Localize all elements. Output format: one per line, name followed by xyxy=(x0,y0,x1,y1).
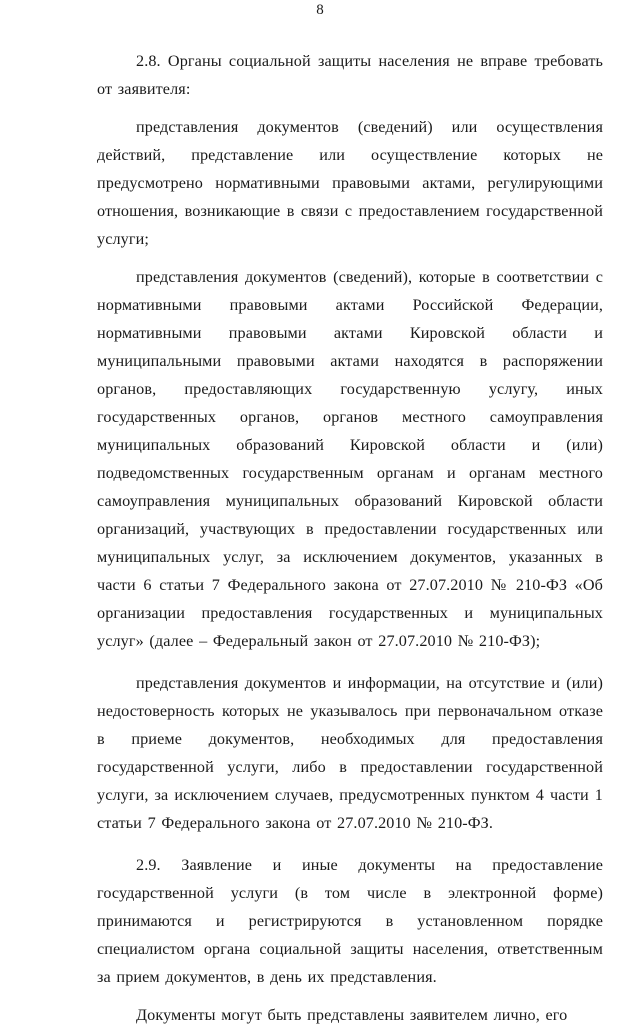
paragraph-documents: Документы могут быть представлены заявителем лично, его xyxy=(136,1006,568,1024)
document-body xyxy=(97,47,603,1029)
paragraph-requirement-3: представления документов и информации, на отсутствие и (или) недостоверность которых не указывалось при первоначальном отказе в приеме документов, необходимых для предоставления государственной услуги, либо в предоставлении государственной услуги, за исключением случаев, предусмотренных пунктом 4 части 1 статьи 7 Федерального закона от 27.07.2010 № 210-ФЗ. xyxy=(97,674,603,832)
paragraph-2-8: 2.8. Органы социальной защиты населения не вправе требовать от заявителя: xyxy=(97,52,603,98)
paragraph-requirement-2: представления документов (сведений), которые в соответствии с нормативными правовыми актами Российской Федерации, нормативными правовыми актами Кировской области и муниципальными правовыми актами находятся в распоряжении органов, предоставляющих государственную услугу, иных государственных органов, органов местного самоуправления муниципальных образований Кировской области и (или) подведомственных государственным органам и органам местного самоуправления муниципальных образований Кировской области организаций, участвующих в предоставлении государственных или муниципальных услуг, за исключением документов, указанных в части 6 статьи 7 Федерального закона от 27.07.2010 № 210-ФЗ «Об организации предоставления государственных и муниципальных услуг» (далее – Федеральный закон от 27.07.2010 № 210-ФЗ); xyxy=(97,268,603,650)
paragraph-requirement-1: представления документов (сведений) или осуществления действий, представление или осуществление которых не предусмотрено нормативными правовыми актами, регулирующими отношения, возникающие в связи с предоставлением государственной услуги; xyxy=(97,118,603,248)
page-number: 8 xyxy=(316,2,324,18)
paragraph-2-9: 2.9. Заявление и иные документы на предоставление государственной услуги (в том числе в электронной форме) принимаются и регистрируются в установленном порядке специалистом органа социальной защиты населения, ответственным за прием документов, в день их представления. xyxy=(97,856,603,986)
